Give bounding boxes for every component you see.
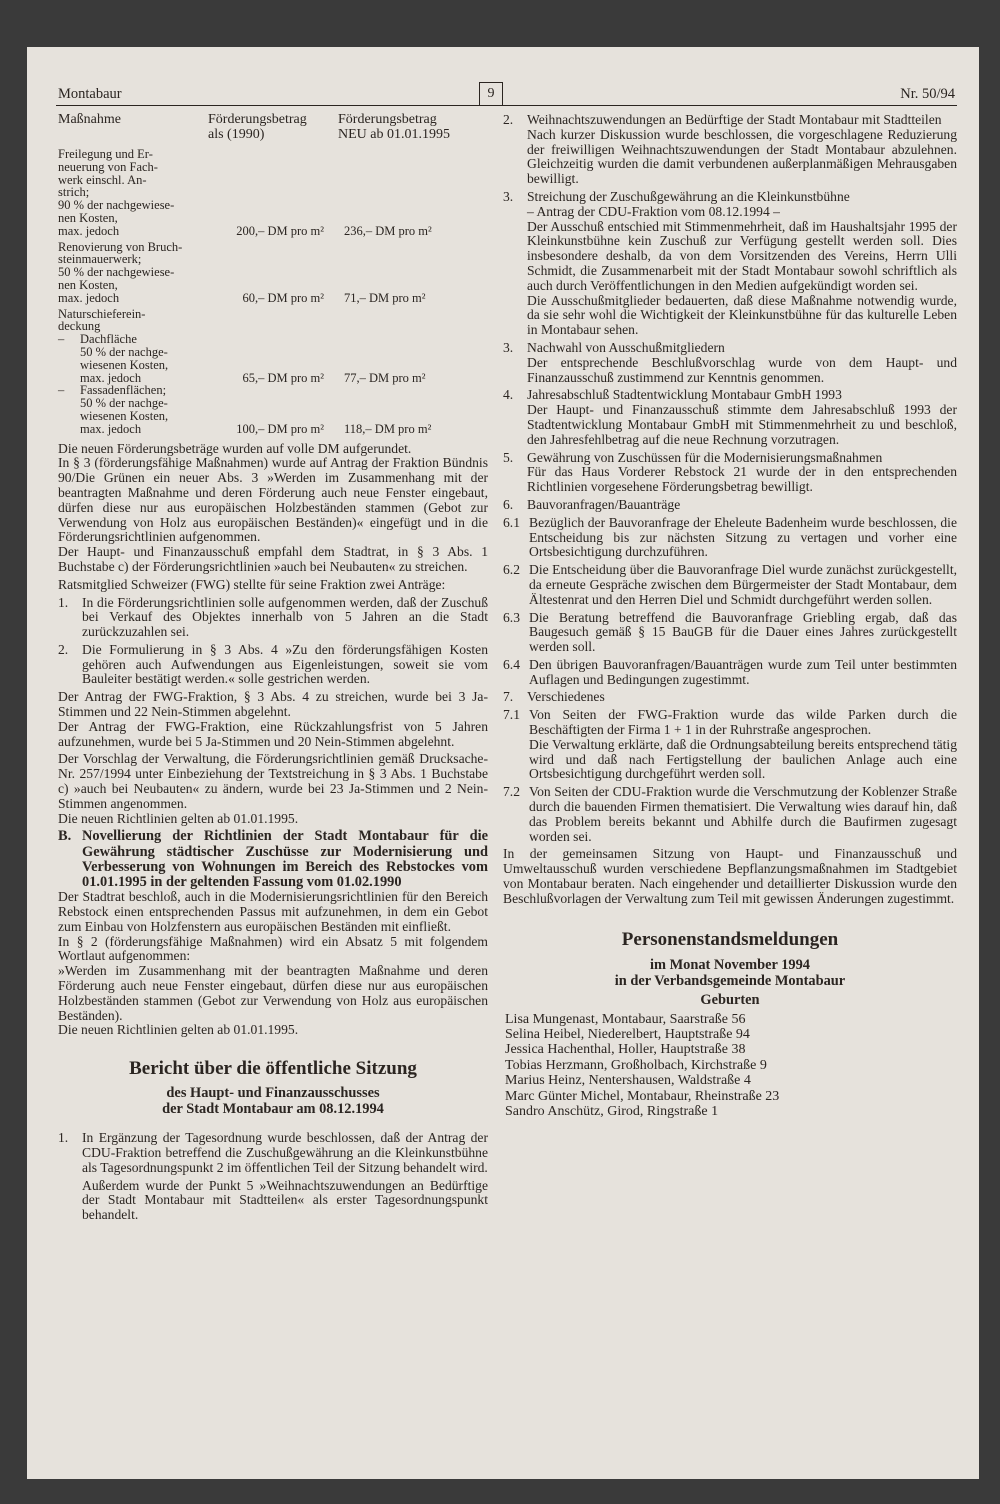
header-rule [56, 105, 957, 106]
old-amount: 65,– DM pro m² [242, 370, 324, 385]
new-amount: 71,– DM pro m² [344, 290, 426, 305]
table-row: Naturschieferein- deckung – Dachfläche 50 % der nachge- wiesenen Kosten, max. jedoch 65,– DM pro m² 77,– DM pro m² – Fassadenflächen; 50 % der nachge- wiesenen Kosten, max. jedoch 100,– DM pro m² 118,– DM pro m² [58, 308, 488, 436]
agenda-subitem: 6.4 Den übrigen Bauvoranfragen/Bauanträgen wurde zum Teil unter bestimmten Auflagen und Bedingungen zugestimmt. [503, 656, 957, 687]
list-item: Jessica Hachenthal, Holler, Hauptstraße 38 [505, 1042, 746, 1058]
agenda-item: 4. Jahresabschluß Stadtentwicklung Montabaur GmbH 1993 Der Haupt- und Finanzausschuß stimmte dem Jahresabschluß 1993 der Stadtentwicklung Montabaur GmbH mit Stimmenmehrheit zu und beschloß, den Jahresfehlbetrag auf die neue Rechnung vorzutragen. [503, 387, 957, 447]
births-heading: Geburten [700, 991, 760, 1008]
paragraph: Die neuen Richtlinien gelten ab 01.01.1995. [58, 1022, 299, 1038]
agenda-item: 5. Gewährung von Zuschüssen für die Modernisierungsmaßnahmen Für das Haus Vorderer Rebstock 21 wurde der in den entsprechenden Richtlinien vorgesehene Förderungsbetrag bewilligt. [503, 449, 957, 495]
bericht-subtitle: des Haupt- und Finanzausschusses [166, 1085, 380, 1102]
agenda-item: 6. Bauvoranfragen/Bauanträge [503, 496, 681, 512]
agenda-subitem: 6.1 Bezüglich der Bauvoranfrage der Eheleute Badenheim wurde beschlossen, die Entscheidung bis zur nächsten Sitzung zu vertagen und vorher eine Ortsbesichtigung durchzuführen. [503, 514, 957, 560]
list-item: Sandro Anschütz, Girod, Ringstraße 1 [505, 1104, 719, 1120]
births-list [503, 1012, 957, 1120]
list-item: 1. In Ergänzung der Tagesordnung wurde beschlossen, daß der Antrag der CDU-Fraktion betreffend die Zuschußgewährung an die Kleinkunstbühne als Tagesordnungspunkt 2 im öffentlichen Teil der Sitzung behandelt wird. [58, 1130, 488, 1175]
list-item: Tobias Herzmann, Großholbach, Kirchstraße 9 [505, 1057, 767, 1073]
agenda-subitem: 7.1 Von Seiten der FWG-Fraktion wurde das wilde Parken durch die Beschäftigten der Firma 1 + 1 in der Ruhrstraße angesprochen. Die Verwaltung erklärte, daß die Ordnungsabteilung bereits entsprechend tätig wird und daß nach Fertigstellung der baulichen Anlage auch eine Ortsbesichtigung durchgeführt werden soll. [503, 707, 957, 782]
paragraph: Der Antrag der FWG-Fraktion, § 3 Abs. 4 zu streichen, wurde bei 3 Ja-Stimmen und 22 Nein-Stimmen abgelehnt. [58, 689, 488, 720]
table-row: Renovierung von Bruch- steinmauerwerk; 50 % der nachgewiese- nen Kosten, max. jedoch 60,– DM pro m² 71,– DM pro m² [58, 241, 488, 305]
old-amount: 200,– DM pro m² [236, 223, 324, 238]
paragraph: Ratsmitglied Schweizer (FWG) stellte für seine Fraktion zwei Anträge: [58, 576, 446, 592]
list-item: Selina Heibel, Niederelbert, Hauptstraße 94 [505, 1027, 750, 1043]
paragraph: Der Antrag der FWG-Fraktion, eine Rückzahlungsfrist von 5 Jahren aufzunehmen, wurde bei 5 Ja-Stimmen und 20 Nein-Stimmen abgelehnt. [58, 718, 488, 749]
agenda-subitem: 6.2 Die Entscheidung über die Bauvoranfrage Diel wurde zunächst zurückgestellt, da erneute Gespräche zwischen dem Bürgermeister der Stadt Montabaur, dem Ältestenrat und den Herren Diel und Schmidt durchgeführt werden sollen. [503, 562, 957, 607]
bericht-subtitle: der Stadt Montabaur am 08.12.1994 [162, 1101, 384, 1118]
personenstand-subtitle: in der Verbandsgemeinde Montabaur [614, 972, 846, 989]
paragraph: In § 2 (förderungsfähige Maßnahmen) wird ein Absatz 5 mit folgendem Wortlaut aufgenommen: [58, 933, 488, 964]
list-item: Marius Heinz, Nentershausen, Waldstraße 4 [505, 1073, 751, 1089]
list-item: Außerdem wurde der Punkt 5 »Weihnachtszuwendungen an Bedürftige der Stadt Montabaur mit Stadtteilen« als erster Tagesordnungspunkt behandelt. [82, 1177, 488, 1223]
new-amount: 118,– DM pro m² [344, 421, 432, 436]
paragraph: Der Haupt- und Finanzausschuß empfahl dem Stadtrat, in § 3 Abs. 1 Buchstabe c) der Förderungsrichtlinien »auch bei Neubauten« zu streichen. [58, 544, 488, 574]
paragraph: Der Stadtrat beschloß, auch in die Modernisierungsrichtlinien für den Bereich Rebstock einen entsprechenden Passus mit aufzunehmen, in dem ein Gebot zum Einbau von Holzfenstern aus europäischen Beständen mit einfließt. [58, 889, 488, 934]
bericht-title: Bericht über die öffentliche Sitzung [129, 1058, 417, 1080]
agenda-item: 3. Streichung der Zuschußgewährung an die Kleinkunstbühne – Antrag der CDU-Fraktion vom 08.12.1994 – Der Ausschuß entschied mit Stimmenmehrheit, daß im Haushaltsjahr 1995 der Kleinkunstbühne kein Zuschuß zur Verfügung gestellt werden soll. Dies insbesondere deshalb, da von dem Vorsitzenden des Vereins, Herrn Ulli Schmidt, die Zusammenarbeit mit der Stadt Montabaur sowohl schriftlich als auch durch Veröffentlichungen in den Medien aufgekündigt worden sei. Die Ausschußmitglieder bedauerten, daß diese Maßnahme notwendig wurde, da sie sehr wohl die Wichtigkeit der Kleinkunstbühne für das kulturelle Leben in Montabaur sehen. [503, 188, 957, 338]
newspaper-page [27, 47, 979, 1479]
paragraph: In der gemeinsamen Sitzung von Haupt- und Finanzausschuß und Umweltausschuß wurden verschiedene Bepflanzungsmaßnahmen im Stadtgebiet von Montabaur beraten. Nach eingehender und detaillierter Diskussion wurde den Beschlußvorlagen der Verwaltung zum Teil mit gewissen Änderungen zugestimmt. [503, 846, 957, 906]
list-item: Marc Günter Michel, Montabaur, Rheinstraße 23 [505, 1088, 780, 1104]
new-amount: 236,– DM pro m² [344, 223, 432, 238]
paragraph: Der Vorschlag der Verwaltung, die Förderungsrichtlinien gemäß Drucksache-Nr. 257/1994 unter Einbeziehung der Textstreichung in § 3 Abs. 1 Buchstabe c) »auch bei Neubauten« zu ändern, wurde bei 23 Ja-Stimmen und 2 Nein-Stimmen angenommen. [58, 751, 488, 811]
new-amount: 77,– DM pro m² [344, 370, 426, 385]
agenda-subitem: 7.2 Von Seiten der CDU-Fraktion wurde die Verschmutzung der Koblenzer Straße durch die bauenden Firmen thematisiert. Die Verwaltung wies darauf hin, daß das Problem bereits bekannt und Abhilfe durch die Baufirmen zugesagt worden sei. [503, 784, 957, 844]
right-column [503, 113, 957, 1119]
issue-number: Nr. 50/94 [900, 86, 955, 102]
list-item: 2. Die Formulierung in § 3 Abs. 4 »Zu den förderungsfähigen Kosten gehören auch Aufwendungen aus Eigenleistungen, soweit sie vom Bauleiter bestätigt werden.« solle gestrichen werden. [58, 641, 488, 687]
paragraph: Die neuen Förderungsbeträge wurden auf volle DM aufgerundet. [58, 440, 412, 456]
list-item: 1. In die Förderungsrichtlinien solle aufgenommen werden, daß der Zuschuß bei Verkauf des Objektes innerhalb von 5 Jahren an die Stadt zurückzuzahlen sei. [58, 594, 488, 640]
paragraph: Die neuen Richtlinien gelten ab 01.01.1995. [58, 810, 299, 826]
agenda-item: 2. Weihnachtszuwendungen an Bedürftige der Stadt Montabaur mit Stadtteilen Nach kurzer Diskussion wurde beschlossen, die vorgeschlagene Reduzierung der freiwilligen Weihnachtszuwendungen der Stadt Montabaur abzulehnen. Gleichzeitig wurden die damit verbundenen außerplanmäßigen Mehrausgaben bewilligt. [503, 112, 957, 187]
section-b-heading: B. Novellierung der Richtlinien der Stadt Montabaur für die Gewährung städtischer Zuschüsse zur Modernisierung und Verbesserung von Wohnungen im Bereich des Rebstockes vom 01.01.1995 in der geltenden Fassung vom 01.02.1990 [58, 828, 488, 891]
old-amount: 60,– DM pro m² [242, 290, 324, 305]
list-item: Lisa Mungenast, Montabaur, Saarstraße 56 [505, 1011, 746, 1027]
table-header [58, 113, 488, 142]
left-column [58, 113, 488, 1223]
table-row: Freilegung und Er- neuerung von Fach- werk einschl. An- strich; 90 % der nachgewiese- nen Kosten, max. jedoch 200,– DM pro m² 236,– DM pro m² [58, 148, 488, 238]
personenstand-title: Personenstandsmeldungen [621, 928, 839, 950]
table-head-new: Förderungsbetrag NEU ab 01.01.1995 [338, 112, 450, 142]
paragraph: »Werden im Zusammenhang mit der beantragten Maßnahme und deren Förderung auch neue Fenster eingebaut, dürfen diese nur aus europäischen Holzbeständen stammen (Gebot zur Verwendung von Holz aus europäischen Beständen). [58, 963, 488, 1023]
table-head-old: Förderungsbetrag als (1990) [208, 112, 307, 142]
header-town: Montabaur [58, 86, 122, 102]
agenda-item: 3. Nachwahl von Ausschußmitgliedern Der entsprechende Beschlußvorschlag wurde von dem Haupt- und Finanzausschuß zustimmend zur Kenntnis genommen. [503, 339, 957, 385]
paragraph: In § 3 (förderungsfähige Maßnahmen) wurde auf Antrag der Fraktion Bündnis 90/Die Grünen ein neuer Abs. 3 »Werden im Zusammenhang mit der beantragten Maßnahme und deren Förderung auch neue Fenster eingebaut, dürfen diese nur aus europäischen Holzbeständen stammen (Gebot zur Verwendung von Holz aus europäischen Beständen)« eingefügt und in die Förderungsrichtlinien aufgenommen. [58, 455, 488, 545]
table-head-measure: Maßnahme [58, 112, 121, 127]
agenda-item: 7. Verschiedenes [503, 689, 605, 705]
agenda-subitem: 6.3 Die Beratung betreffend die Bauvoranfrage Griebling ergab, daß das Baugesuch gemäß § 15 BauGB für die Dauer eines Jahres zurückgestellt werden soll. [503, 609, 957, 655]
page-number: 9 [479, 82, 503, 106]
personenstand-subtitle: im Monat November 1994 [649, 956, 810, 973]
old-amount: 100,– DM pro m² [236, 421, 324, 436]
